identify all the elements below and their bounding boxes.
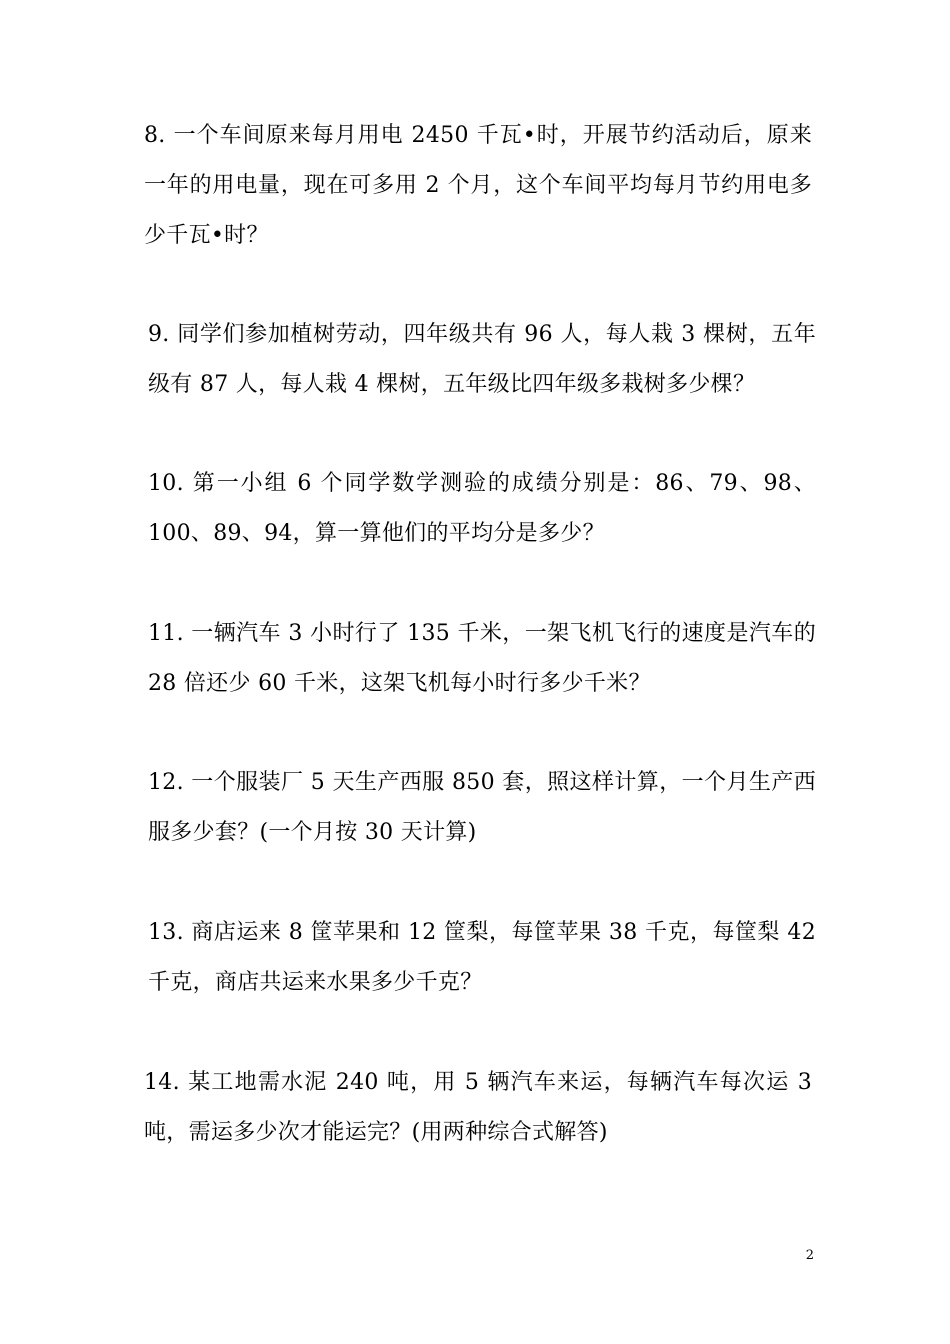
problem-11: 11. 一辆汽车 3 小时行了 135 千米，一架飞机飞行的速度是汽车的 28 倍还少 60 千米，这架飞机每小时行多少千米？ — [148, 621, 816, 696]
problem-9: 9. 同学们参加植树劳动，四年级共有 96 人，每人栽 3 棵树，五年级有 87 人，每人栽 4 棵树，五年级比四年级多栽树多少棵？ — [148, 322, 816, 397]
problem-8: 8. 一个车间原来每月用电 2450 千瓦•时，开展节约活动后，原来一年的用电量，现在可多用 2 个月，这个车间平均每月节约用电多少千瓦•时？ — [144, 123, 812, 248]
problem-14: 14. 某工地需水泥 240 吨，用 5 辆汽车来运，每辆汽车每次运 3 吨，需运多少次才能运完？(用两种综合式解答) — [144, 1070, 812, 1145]
problem-10: 10. 第一小组 6 个同学数学测验的成绩分别是：86、79、98、100、89、94，算一算他们的平均分是多少？ — [148, 471, 816, 546]
page-number: 2 — [805, 1248, 814, 1263]
problem-12: 12. 一个服装厂 5 天生产西服 850 套，照这样计算，一个月生产西服多少套？(一个月按 30 天计算) — [148, 770, 816, 845]
problem-13: 13. 商店运来 8 筐苹果和 12 筐梨，每筐苹果 38 千克，每筐梨 42 千克，商店共运来水果多少千克？ — [148, 920, 816, 995]
